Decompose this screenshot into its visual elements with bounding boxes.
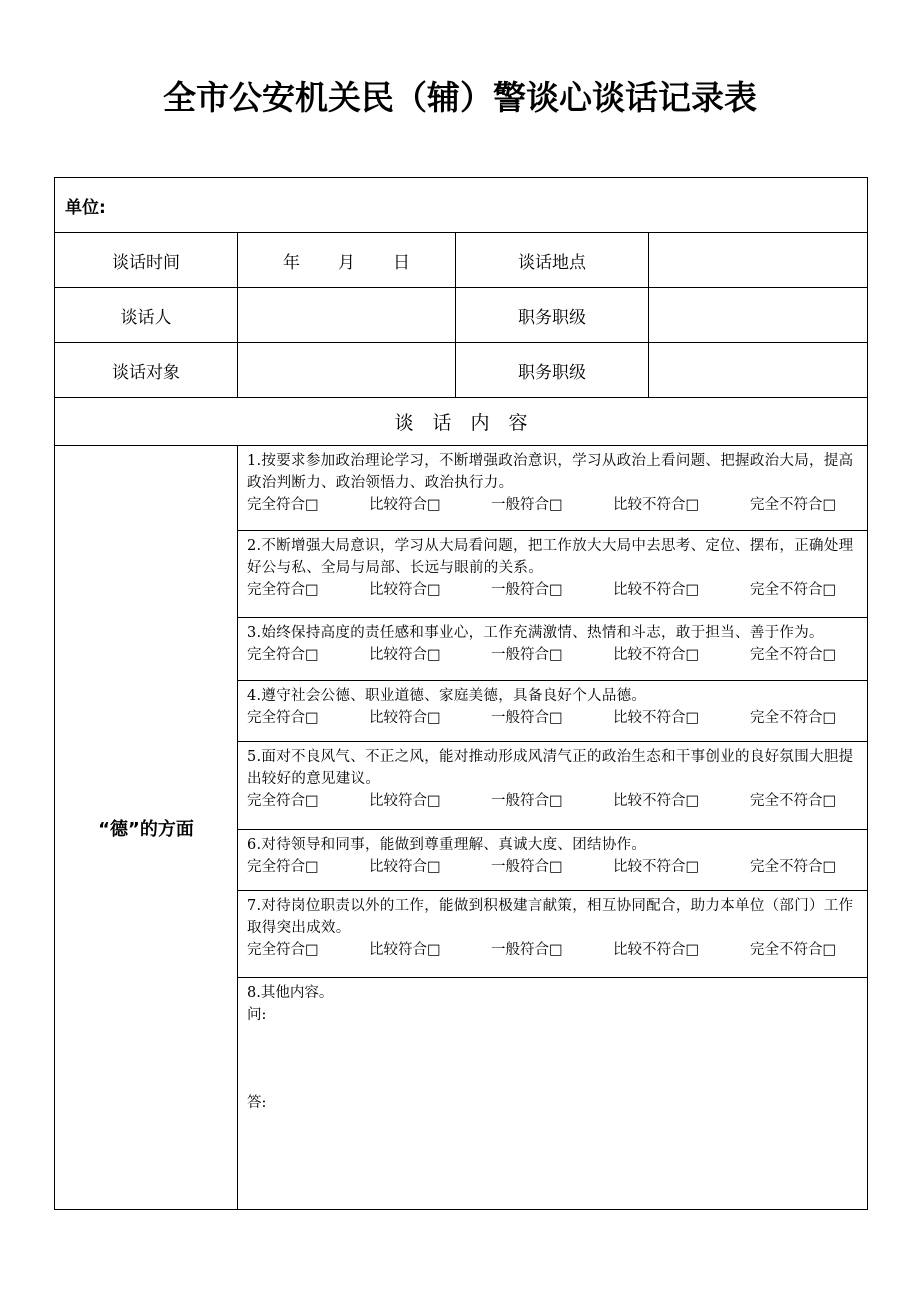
item-text: 5.面对不良风气、不正之风，能对推动形成风清气正的政治生态和干事创业的良好氛围大胆提出较好的意见建议。 [247, 749, 854, 787]
date-field[interactable] [237, 232, 456, 288]
content-header: 谈 话 内 容 [54, 397, 868, 446]
rating-checkbox[interactable]: 一般符合□ [491, 942, 563, 958]
item-text: 3.始终保持高度的责任感和事业心，工作充满激情、热情和斗志，敢于担当、善于作为。 [247, 625, 824, 641]
rating-checkbox[interactable]: 一般符合□ [491, 859, 563, 875]
rating-checkbox[interactable]: 完全符合□ [247, 497, 319, 513]
item-text: 7.对待岗位职责以外的工作，能做到积极建言献策，相互协同配合，助力本单位（部门）工作取得突出成效。 [247, 898, 854, 936]
rating-options [247, 579, 859, 601]
rating-checkbox[interactable]: 比较不符合□ [613, 942, 700, 958]
rating-checkbox[interactable]: 一般符合□ [491, 582, 563, 598]
rating-checkbox[interactable]: 完全符合□ [247, 647, 319, 663]
rating-checkbox[interactable]: 一般符合□ [491, 710, 563, 726]
rating-checkbox[interactable]: 比较符合□ [369, 647, 441, 663]
evaluation-item [237, 890, 868, 978]
question-label: 问: [247, 1007, 267, 1023]
rating-checkbox[interactable]: 完全不符合□ [750, 710, 837, 726]
item-text: 6.对待领导和同事，能做到尊重理解、真诚大度、团结协作。 [247, 837, 647, 853]
target-label: 谈话对象 [54, 342, 238, 398]
place-label: 谈话地点 [455, 232, 649, 288]
rating-checkbox[interactable]: 完全符合□ [247, 582, 319, 598]
rating-checkbox[interactable]: 完全不符合□ [750, 859, 837, 875]
target-position-label: 职务职级 [455, 342, 649, 398]
rating-checkbox[interactable]: 完全符合□ [247, 710, 319, 726]
rating-options [247, 856, 859, 878]
rating-checkbox[interactable]: 完全符合□ [247, 793, 319, 809]
month-label: 月 [338, 252, 355, 273]
item-text: 2.不断增强大局意识，学习从大局看问题，把工作放大大局中去思考、定位、摆布，正确处理好公与私、全局与局部、长远与眼前的关系。 [247, 538, 854, 576]
rating-checkbox[interactable]: 完全不符合□ [750, 942, 837, 958]
target-field[interactable] [237, 342, 456, 398]
talker-label: 谈话人 [54, 287, 238, 343]
rating-checkbox[interactable]: 比较符合□ [369, 582, 441, 598]
rating-checkbox[interactable]: 一般符合□ [491, 647, 563, 663]
rating-checkbox[interactable]: 比较不符合□ [613, 582, 700, 598]
rating-options [247, 644, 859, 666]
time-label: 谈话时间 [54, 232, 238, 288]
evaluation-item [237, 741, 868, 830]
rating-checkbox[interactable]: 比较符合□ [369, 859, 441, 875]
rating-checkbox[interactable]: 完全不符合□ [750, 582, 837, 598]
rating-checkbox[interactable]: 比较不符合□ [613, 497, 700, 513]
place-field[interactable] [648, 232, 868, 288]
rating-checkbox[interactable]: 比较符合□ [369, 793, 441, 809]
rating-options [247, 707, 859, 729]
section-label: “德”的方面 [54, 445, 238, 1210]
rating-checkbox[interactable]: 完全符合□ [247, 859, 319, 875]
item-text: 4.遵守社会公德、职业道德、家庭美德，具备良好个人品德。 [247, 688, 647, 704]
evaluation-item [237, 829, 868, 891]
rating-checkbox[interactable]: 比较不符合□ [613, 647, 700, 663]
rating-checkbox[interactable]: 比较不符合□ [613, 859, 700, 875]
rating-options [247, 790, 859, 812]
rating-checkbox[interactable]: 完全不符合□ [750, 497, 837, 513]
rating-checkbox[interactable]: 完全符合□ [247, 942, 319, 958]
rating-checkbox[interactable]: 比较符合□ [369, 942, 441, 958]
talker-field[interactable] [237, 287, 456, 343]
rating-checkbox[interactable]: 比较不符合□ [613, 710, 700, 726]
rating-checkbox[interactable]: 一般符合□ [491, 497, 563, 513]
answer-label: 答: [247, 1095, 267, 1111]
unit-field[interactable] [54, 177, 868, 233]
talker-position-field[interactable] [648, 287, 868, 343]
rating-checkbox[interactable]: 完全不符合□ [750, 647, 837, 663]
rating-checkbox[interactable]: 比较符合□ [369, 710, 441, 726]
target-position-field[interactable] [648, 342, 868, 398]
rating-checkbox[interactable]: 一般符合□ [491, 793, 563, 809]
rating-options [247, 494, 859, 516]
evaluation-item [237, 617, 868, 681]
rating-options [247, 939, 859, 961]
page-title: 全市公安机关民（辅）警谈心谈话记录表 [163, 78, 757, 117]
talker-position-label: 职务职级 [455, 287, 649, 343]
other-content-text: 8.其他内容。 [247, 985, 334, 1001]
evaluation-item [237, 445, 868, 531]
rating-checkbox[interactable]: 比较不符合□ [613, 793, 700, 809]
rating-checkbox[interactable]: 比较符合□ [369, 497, 441, 513]
unit-label: 单位: [65, 197, 106, 218]
rating-checkbox[interactable]: 完全不符合□ [750, 793, 837, 809]
year-label: 年 [283, 252, 300, 273]
day-label: 日 [393, 252, 410, 273]
evaluation-item [237, 530, 868, 618]
item-text: 1.按要求参加政治理论学习，不断增强政治意识，学习从政治上看问题、把握政治大局，提高政治判断力、政治领悟力、政治执行力。 [247, 453, 854, 491]
other-content-cell[interactable] [237, 977, 868, 1210]
evaluation-item [237, 680, 868, 742]
